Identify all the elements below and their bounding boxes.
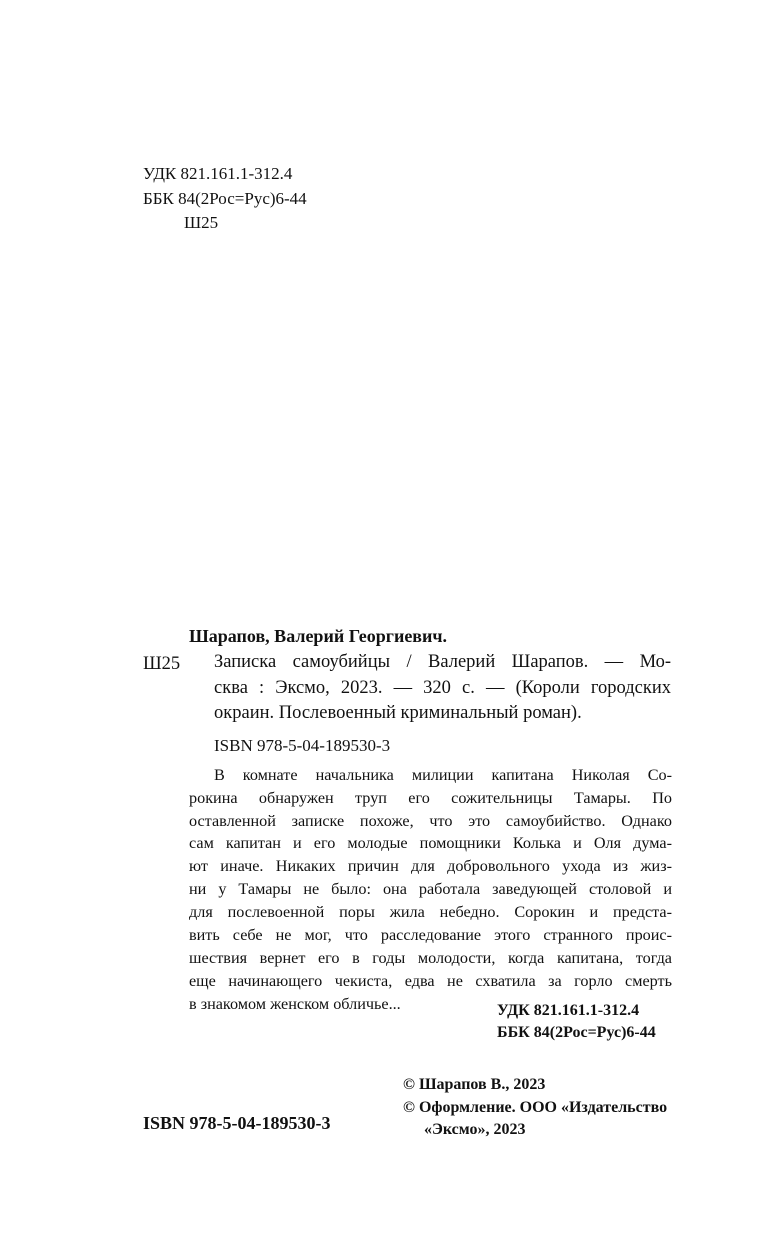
copyright-design: © Оформление. ООО «Издательство — [403, 1099, 668, 1116]
author-heading: Шарапов, Валерий Георгиевич. — [189, 626, 448, 646]
description-line: Записка самоубийцы / Валерий Шарапов. — Мо- — [214, 652, 671, 672]
annotation-line: для послевоенной поры жила небедно. Сорокин и предста- — [189, 903, 672, 921]
cutter-code-card: Ш25 — [143, 654, 181, 674]
cutter-code-top: Ш25 — [184, 213, 219, 232]
annotation-line: ют иначе. Никаких причин для добровольного ухода из жиз- — [189, 857, 672, 875]
copyright-design-cont: «Эксмо», 2023 — [424, 1121, 526, 1138]
description-line: сква : Эксмо, 2023. — 320 с. — (Короли городских — [214, 678, 671, 698]
bbk-code-bottom: ББК 84(2Рос=Рус)6-44 — [497, 1024, 656, 1041]
description-line: окраин. Послевоенный криминальный роман). — [214, 703, 582, 723]
annotation-line: еще начинающего чекиста, едва не схватила за горло смерть — [189, 972, 672, 990]
annotation-line: вить себе не мог, что расследование этого странного проис- — [189, 926, 672, 944]
bbk-code-top: ББК 84(2Рос=Рус)6-44 — [143, 189, 307, 208]
annotation-line: В комнате начальника милиции капитана Николая Со- — [214, 766, 672, 784]
udk-code-bottom: УДК 821.161.1-312.4 — [497, 1002, 640, 1019]
annotation-line: сам капитан и его молодые помощники Колька и Оля дума- — [189, 834, 672, 852]
copyright-author: © Шарапов В., 2023 — [403, 1076, 546, 1093]
annotation-line: рокина обнаружен труп его сожительницы Тамары. По — [189, 789, 672, 807]
udk-code-top: УДК 821.161.1-312.4 — [143, 164, 293, 183]
annotation-line: ни у Тамары не было: она работала заведующей столовой и — [189, 880, 672, 898]
isbn-card: ISBN 978-5-04-189530-3 — [214, 736, 391, 755]
isbn-bottom: ISBN 978-5-04-189530-3 — [143, 1113, 331, 1133]
annotation-line: в знакомом женском обличье... — [189, 995, 401, 1013]
annotation-line: шествия вернет его в годы молодости, когда капитана, тогда — [189, 949, 672, 967]
annotation-line: оставленной записке похоже, что это самоубийство. Однако — [189, 812, 672, 830]
